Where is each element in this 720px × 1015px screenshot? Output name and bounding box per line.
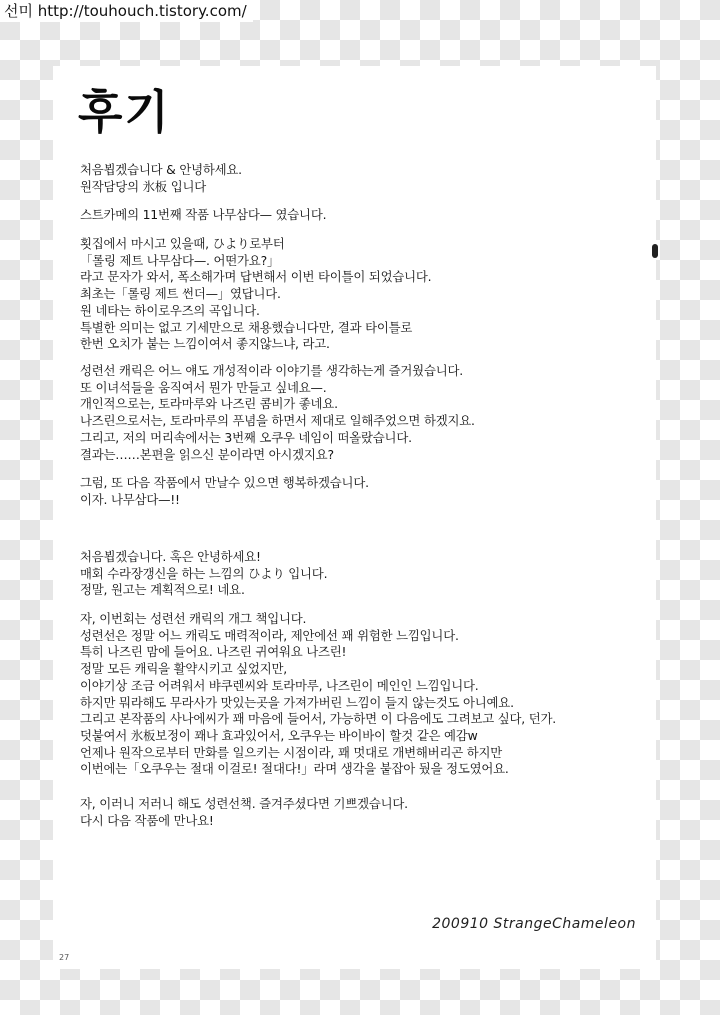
text-line: 처음뵙겠습니다 & 안녕하세요.	[80, 162, 242, 177]
signature: 200910 StrangeChameleon	[432, 916, 636, 932]
text-line: 그리고 본작품의 사나에씨가 꽤 마음에 들어서, 가능하면 이 다음에도 그려보고 싶다, 던가.	[80, 711, 557, 727]
text-line: 또 이녀석들을 움직여서 뭔가 만들고 싶네요—.	[80, 379, 327, 395]
text-line: 개인적으로는, 토라마루와 나즈린 콤비가 좋네요.	[80, 396, 338, 412]
paragraph-work-number	[80, 207, 650, 224]
text-line: 스트카메의 11번째 작품 나무삼다— 였습니다.	[80, 207, 327, 222]
paragraph-closing-1	[80, 475, 650, 508]
text-line: 자, 이러니 저러니 해도 성련선책. 즐겨주셨다면 기쁘겠습니다.	[80, 796, 408, 811]
page-number: 27	[59, 953, 70, 962]
paragraph-gag-book	[80, 611, 650, 778]
text-line: 한번 오치가 붙는 느낌이여서 좋지않느냐, 라고.	[80, 336, 330, 352]
paragraph-title-origin	[80, 236, 650, 353]
text-line: 성련선은 정말 어느 캐릭도 매력적이라, 제안에선 꽤 위험한 느낌입니다.	[80, 627, 459, 643]
paragraph-characters	[80, 363, 650, 463]
text-line: 이야기상 조금 어려워서 뱌쿠렌씨와 토라마루, 나즈린이 메인인 느낌입니다.	[80, 677, 479, 693]
text-line: 나즈린으로서는, 토라마루의 푸념을 하면서 제대로 일해주었으면 하겠지요.	[80, 413, 475, 429]
text-line: 다시 다음 작품에 만나요!	[80, 812, 214, 828]
paragraph-closing-2	[80, 796, 650, 829]
text-line: 그리고, 저의 머리속에서는 3번째 오쿠우 네임이 떠올랐습니다.	[80, 429, 412, 445]
text-line: 정말, 원고는 계획적으로! 네요.	[80, 582, 245, 598]
page-title: 후기	[78, 85, 171, 139]
edge-mark	[652, 244, 658, 258]
text-line: 자, 이번회는 성련선 캐릭의 개그 책입니다.	[80, 611, 307, 626]
text-line: 덧붙여서 氷板보정이 꽤나 효과있어서, 오쿠우는 바이바이 할것 같은 예감w	[80, 727, 478, 743]
text-line: 특별한 의미는 없고 기세만으로 채용했습니다만, 결과 타이틀로	[80, 319, 413, 335]
text-line: 원 네타는 하이로우즈의 곡입니다.	[80, 302, 260, 318]
text-line: 「롤링 제트 나무삼다—. 어떤가요?」	[80, 252, 280, 268]
watermark: 선미 http://touhouch.tistory.com/	[0, 0, 253, 22]
text-line: 매회 수라장갱신을 하는 느낌의 ひより 입니다.	[80, 565, 328, 581]
text-line: 그럼, 또 다음 작품에서 만날수 있으면 행복하겠습니다.	[80, 475, 369, 490]
text-line: 성련선 캐릭은 어느 얘도 개성적이라 이야기를 생각하는게 즐거웠습니다.	[80, 363, 463, 378]
text-line: 특히 나즈린 맘에 들어요. 나즈린 귀여워요 나즈린!	[80, 644, 347, 660]
text-line: 라고 문자가 와서, 폭소해가며 답변해서 이번 타이틀이 되었습니다.	[80, 269, 432, 285]
afterword-page	[53, 66, 656, 969]
text-line: 하지만 뭐라해도 무라사가 맛있는곳을 가져가버린 느낌이 들지 않는것도 아니예요.	[80, 694, 514, 710]
text-line: 언제나 원작으로부터 만화를 일으키는 시점이라, 꽤 멋대로 개변해버리곤 하지만	[80, 744, 503, 760]
paragraph-greeting	[80, 162, 650, 195]
text-line: 결과는……본편을 읽으신 분이라면 아시겠지요?	[80, 446, 334, 462]
text-line: 처음뵙겠습니다. 혹은 안녕하세요!	[80, 549, 261, 564]
text-line: 원작담당의 氷板 입니다	[80, 178, 207, 194]
text-line: 이번에는「오쿠우는 절대 이걸로! 절대다!」라며 생각을 붙잡아 뒀을 정도였어요.	[80, 761, 509, 777]
paragraph-artist-greeting	[80, 549, 650, 599]
text-line: 정말 모든 캐릭을 활약시키고 싶었지만,	[80, 661, 288, 677]
text-line: 횟집에서 마시고 있을때, ひより로부터	[80, 236, 285, 251]
text-line: 이자. 나무삼다—!!	[80, 491, 180, 507]
text-line: 최초는「롤링 제트 썬더—」였답니다.	[80, 286, 281, 302]
